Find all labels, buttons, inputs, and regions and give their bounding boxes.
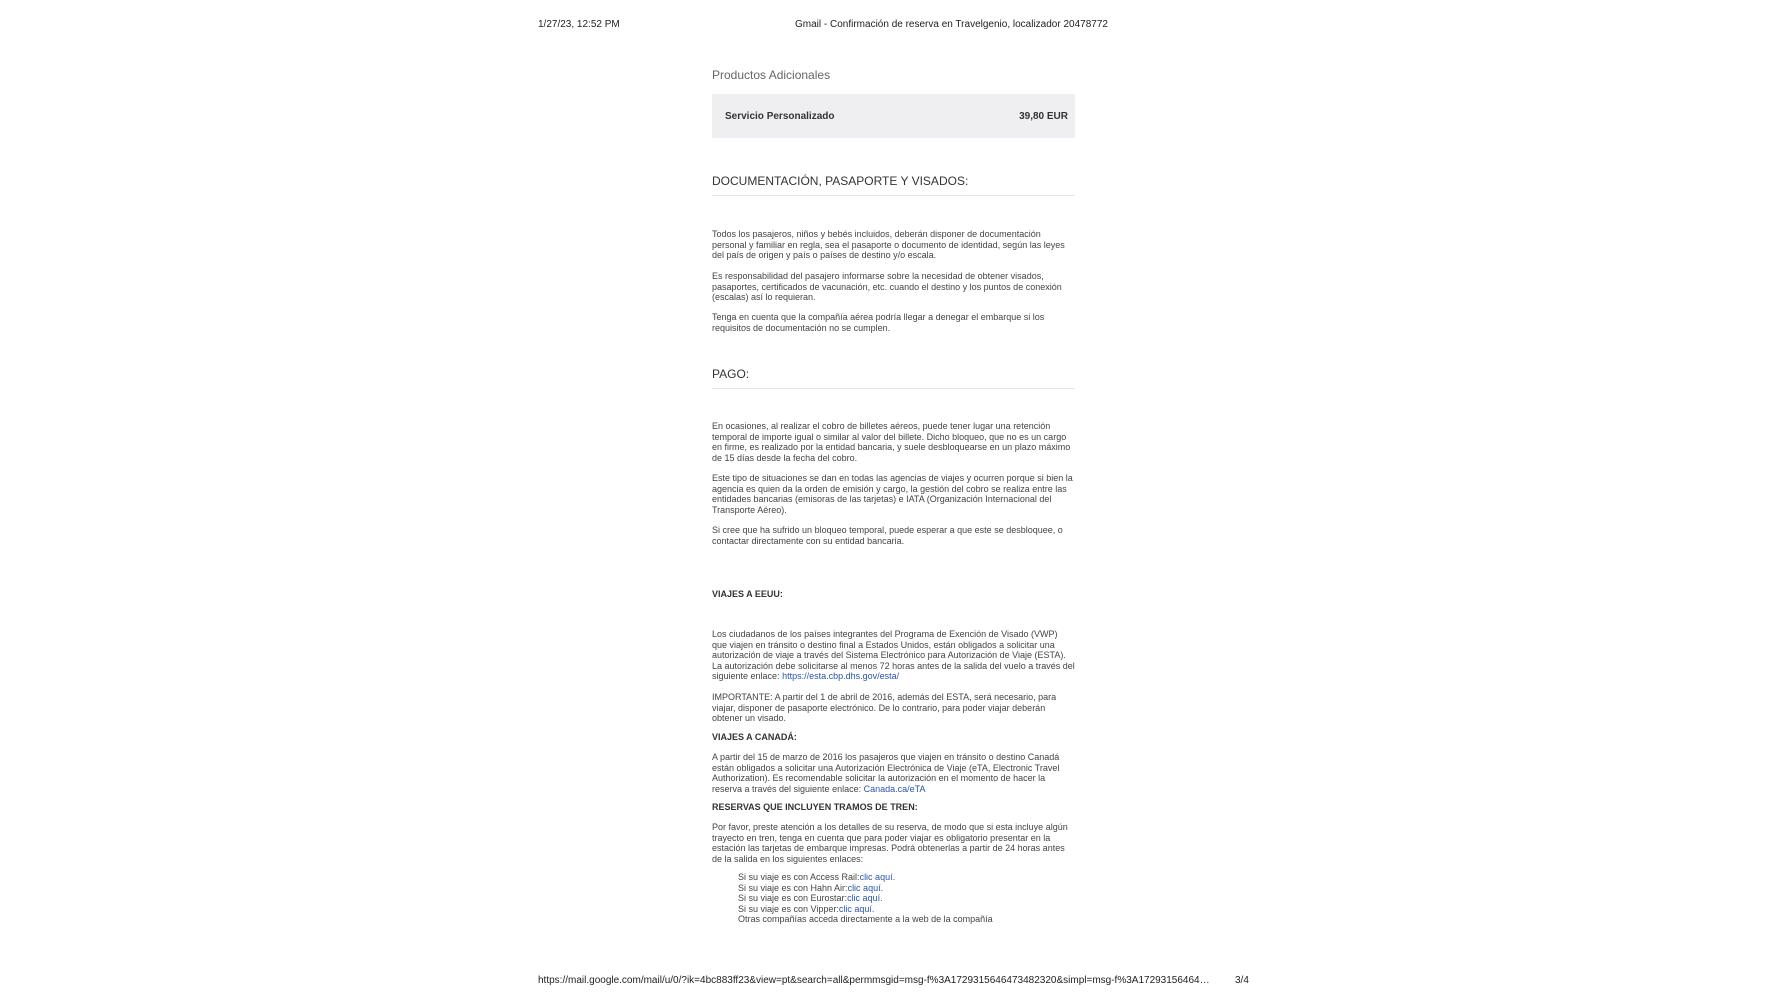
viajes-eeuu-title: VIAJES A EEUU: [712,589,783,599]
tren-paragraph-1: Por favor, preste atención a los detalles de su reserva, de modo que si esta incluye algún trayecto en tren, tenga en cuenta que para poder viajar es obligatorio presentar en la estación las tarjetas de embarque impresas. Podrá obtenerlas a partir de 24 horas antes de la salida en los siguientes enlaces: [712,822,1068,864]
pago-paragraph-2: Este tipo de situaciones se dan en todas las agencias de viajes y ocurren porque si bien la agencia es quien da la orden de emisión y cargo, la gestión del cobro se realiza entre las entidades bancarias (emisoras de las tarjetas) e IATA (Organización Internacional del Transporte Aéreo). [712,473,1073,515]
productos-adicionales-title: Productos Adicionales [712,68,831,82]
eeuu-paragraph-2: IMPORTANTE: A partir del 1 de abril de 2016, además del ESTA, será necesario, para viajar, disponer de pasaporte electrónico. De lo contrario, para poder viajar deberán obtener un visado. [712,692,1057,723]
eeuu-paragraph-1 [712,629,1075,682]
documentacion-title: DOCUMENTACIÓN, PASAPORTE Y VISADOS: [712,174,1075,196]
canada-eta-link[interactable]: Canada.ca/eTA [863,783,926,794]
access-rail-link[interactable]: clic aquí. [859,872,896,882]
print-footer-page-number: 3/4 [1235,975,1249,986]
documentacion-paragraph-3: Tenga en cuenta que la compañía aérea podría llegar a denegar el embarque si los requisitos de documentación no se cumplen. [712,312,1045,333]
vipper-link[interactable]: clic aquí. [838,903,875,914]
print-footer-url: https://mail.google.com/mail/u/0/?ik=4bc883ff23&view=pt&search=all&permmsgid=msg-f%3A1729315646473482320&simpl=msg-f%3A17293156464… [538,975,1210,986]
pago-title: PAGO: [712,367,1075,389]
documentacion-paragraph-1: Todos los pasajeros, niños y bebés incluidos, deberán disponer de documentación personal y familiar en regla, sea el pasaporte o documento de identidad, según las leyes del país de origen y país o países de destino y/o escala. [712,229,1065,260]
list-item-text: Si su viaje es con Access Rail: [738,872,860,882]
list-item-text: Si su viaje es con Vipper: [738,903,839,914]
canada-paragraph-1 [712,752,1075,794]
print-header-title: Gmail - Confirmación de reserva en Travelgenio, localizador 20478772 [795,19,1108,30]
viajes-canada-title: VIAJES A CANADÁ: [712,732,797,742]
list-item-text: Si su viaje es con Eurostar: [738,893,848,903]
list-item [738,872,1075,883]
product-row [712,94,1075,138]
canada-paragraph-1-text: A partir del 15 de marzo de 2016 los pasajeros que viajen en tránsito o destino Canadá están obligados a solicitar una Autorización Electrónica de Viaje (eTA, Electronic Travel Authorization). Es recomendable solicitar la autorización en el momento de hacer la reserva a través del siguiente enlace: [712,752,1060,794]
list-item [738,893,1075,904]
tren-links-list [712,872,1075,925]
esta-link[interactable]: https://esta.cbp.dhs.gov/esta/ [782,671,900,681]
eeuu-paragraph-1-text: Los ciudadanos de los países integrantes del Programa de Exención de Visado (VWP) que viajen en tránsito o destino final a Estados Unidos, están obligados a solicitar una autorización de viaje a través del Sistema Electrónico para Autorización de Viaje (ESTA). La autorización debe solicitarse al menos 72 horas antes de la salida del vuelo a través del siguiente enlace: [712,629,1075,681]
print-header-datetime: 1/27/23, 12:52 PM [538,19,620,30]
documentacion-paragraph-2: Es responsabilidad del pasajero informarse sobre la necesidad de obtener visados, pasaportes, certificados de vacunación, etc. cuando el destino y los puntos de conexión (escalas) así lo requieran. [712,271,1062,302]
list-item [738,904,1075,915]
eurostar-link[interactable]: clic aquí. [847,893,883,903]
pago-paragraph-1: En ocasiones, al realizar el cobro de billetes aéreos, puede tener lugar una retención temporal de importe igual o similar al valor del billete. Dicho bloqueo, que no es un cargo en firme, es realizado por la entidad bancaria, y suele desbloquearse en un plazo máximo de 15 días desde la fecha del cobro. [712,421,1071,463]
pago-paragraph-3: Si cree que ha sufrido un bloqueo temporal, puede esperar a que este se desbloquee, o contactar directamente con su entidad bancaria. [712,525,1063,546]
list-item-text: Si su viaje es con Hahn Air: [738,882,848,893]
list-item-text: Otras compañías acceda directamente a la web de la compañía [738,914,993,924]
product-price: 39,80 EUR [1019,110,1068,122]
list-item [738,914,1075,925]
list-item [738,883,1075,894]
product-name: Servicio Personalizado [725,110,835,122]
tren-title: RESERVAS QUE INCLUYEN TRAMOS DE TREN: [712,802,918,812]
hahn-air-link[interactable]: clic aquí. [847,882,884,893]
